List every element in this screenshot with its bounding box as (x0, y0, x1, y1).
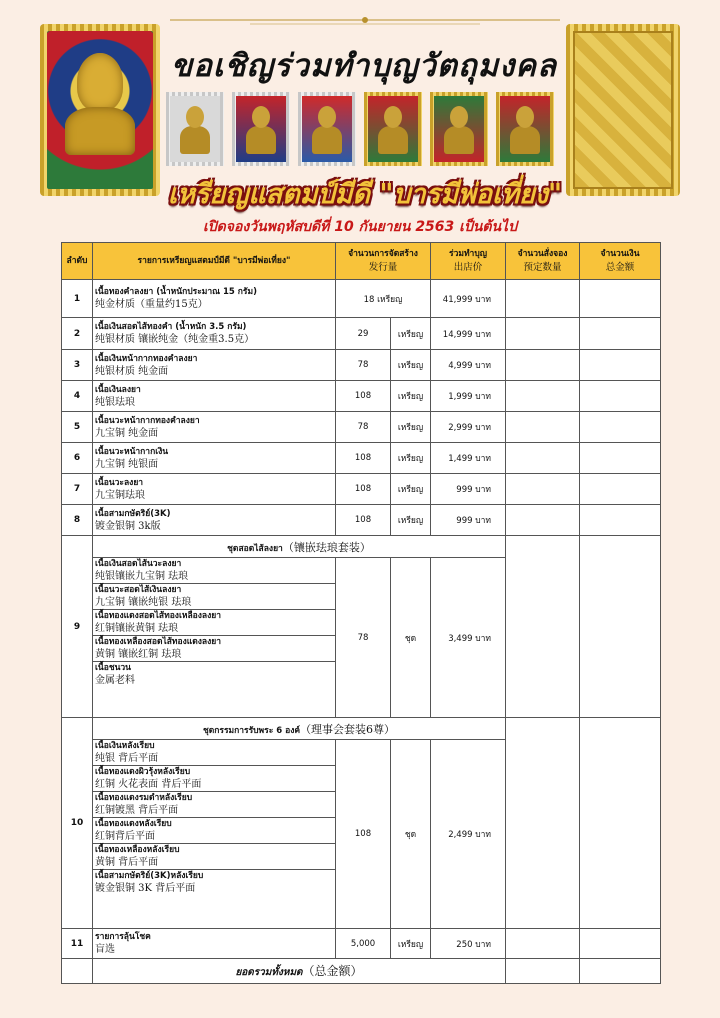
list-item: เนื้อเงินสอดไส้นวะลงยา 纯银镶嵌九宝铜 珐琅 (95, 559, 189, 582)
list-item: เนื้อเงินหลังเรียบ 纯银 背后平面 (95, 741, 159, 764)
list-item: เนื้อทองเหลืองสอดไส้ทองแดงลงยา 黄铜 镶嵌红铜 珐琅 (93, 635, 335, 661)
col-header-amount: จำนวนเงิน 总金额 (580, 243, 661, 280)
order-table (61, 242, 661, 984)
total-order-qty[interactable] (506, 959, 580, 984)
order-qty-input[interactable] (506, 381, 580, 412)
amount-input[interactable] (580, 536, 661, 718)
table-row: 11 รายการลุ้นโชค 盲选 5,000 เหรียญ 250 บาท (62, 929, 661, 959)
item-cell: เนื้อนวะหน้ากากทองคำลงยา 九宝铜 纯金面 (93, 412, 336, 443)
list-item: เนื้อทองแดงหลังเรียบ 红铜背后平面 (93, 817, 335, 843)
col-header-price: ร่วมทำบุญ 出店价 (431, 243, 506, 280)
group-title-row: 9 ชุดสอดไส้ลงยา（镶嵌珐琅套装） (62, 536, 661, 558)
header-banner (0, 0, 720, 242)
medal-name-title: เหรียญแสตมป์มีดี "บารมีพ่อเที่ยง" (167, 179, 563, 210)
gold-stamp-back-image (566, 24, 680, 196)
table-row: เนื้อเงินหลังเรียบ 纯银 背后平面 เนื้อทองแดงผิวรุ้งหลังเรียบ 红铜 火花表面 背后平面 เนื้อทองแดงรมดำหลังเรียบ 红铜镀黑 背后平面 เนื้อทองแดงหลังเรียบ 红铜背后平面 เนื้อทองเหลืองหลังเรียบ 黄铜 背后平面 เนื้อสามกษัตริย์(3K)หลังเรียบ 镀金银铜 3K 背后平面 108 ชุด 2,499 บาท (62, 740, 661, 929)
stamp-variants-strip (166, 92, 562, 166)
item-cell: เนื้อนวะหน้ากากเงิน 九宝铜 纯银面 (93, 443, 336, 474)
order-qty-input[interactable] (506, 350, 580, 381)
order-qty-input[interactable] (506, 474, 580, 505)
order-qty-input[interactable] (506, 443, 580, 474)
table-row: 3 เนื้อเงินหน้ากากทองคำลงยา 纯银材质 纯金面 78 เหรียญ 4,999 บาท (62, 350, 661, 381)
stamp-variant-copper-enamel (364, 92, 422, 166)
total-label: ยอดรวมทั้งหมด（总金额） (93, 959, 506, 984)
list-item: เนื้อชนวน 金属老料 (93, 661, 335, 687)
item-cell: เนื้อเงินลงยา 纯银珐琅 (93, 381, 336, 412)
list-item: เนื้อสามกษัตริย์(3K)หลังเรียบ 镀金银铜 3K 背后平面 (93, 869, 335, 895)
amount-input[interactable] (580, 718, 661, 929)
item-cell: เนื้อเงินสอดไส้ทองคำ (น้ำหนัก 3.5 กรัม) 纯银材质 镶嵌纯金（纯金重3.5克） (93, 318, 336, 350)
amount-input[interactable] (580, 443, 661, 474)
item-cell: เนื้อสามกษัตริย์(3K) 镀金银铜 3k版 (93, 505, 336, 536)
stamp-variant-green (430, 92, 488, 166)
group9-title: ชุดสอดไส้ลงยา（镶嵌珐琅套装） (93, 536, 506, 558)
page-title: ขอเชิญร่วมทำบุญวัตถุมงคล (171, 48, 557, 84)
total-row (62, 959, 661, 984)
table-row: 2 เนื้อเงินสอดไส้ทองคำ (น้ำหนัก 3.5 กรัม) 纯银材质 镶嵌纯金（纯金重3.5克） 29 เหรียญ 14,999 บาท (62, 318, 661, 350)
amount-input[interactable] (580, 412, 661, 443)
amount-input[interactable] (580, 505, 661, 536)
order-qty-input[interactable] (506, 505, 580, 536)
booking-date: เปิดจองวันพฤหัสบดีที่ 10 กันยายน 2563 เป็นต้นไป (203, 219, 517, 235)
order-qty-input[interactable] (506, 280, 580, 318)
group9-items (93, 558, 336, 718)
table-header-row (62, 243, 661, 280)
table-row: 6 เนื้อนวะหน้ากากเงิน 九宝铜 纯银面 108 เหรียญ 1,499 บาท (62, 443, 661, 474)
col-header-item: รายการเหรียญแสตมป์มีดี "บารมีพ่อเที่ยง" (93, 243, 336, 280)
item-cell: เนื้อเงินหน้ากากทองคำลงยา 纯银材质 纯金面 (93, 350, 336, 381)
amount-input[interactable] (580, 318, 661, 350)
stamp-variant-red-green (496, 92, 554, 166)
order-qty-input[interactable] (506, 929, 580, 959)
item-cell: เนื้อนวะลงยา 九宝铜珐琅 (93, 474, 336, 505)
col-header-qty: จำนวนการจัดสร้าง 发行量 (336, 243, 431, 280)
total-amount[interactable] (580, 959, 661, 984)
table-row: 1 เนื้อทองคำลงยา (น้ำหนักประมาณ 15 กรัม) 纯金材质（重量约15克） 18 เหรียญ 41,999 บาท (62, 280, 661, 318)
group-title-row: 10 ชุดกรรมการรับพระ 6 องค์（理事会套装6尊） (62, 718, 661, 740)
order-qty-input[interactable] (506, 718, 580, 929)
item-cell: รายการลุ้นโชค 盲选 (93, 929, 336, 959)
group10-title: ชุดกรรมการรับพระ 6 องค์（理事会套装6尊） (93, 718, 506, 740)
list-item: เนื้อทองแดงผิวรุ้งหลังเรียบ 红铜 火花表面 背后平面 (93, 765, 335, 791)
amount-input[interactable] (580, 474, 661, 505)
col-header-no: ลำดับ (62, 243, 93, 280)
amount-input[interactable] (580, 280, 661, 318)
stamp-variant-blue-red (232, 92, 290, 166)
amount-input[interactable] (580, 350, 661, 381)
list-item: เนื้อนวะสอดไส้เงินลงยา 九宝铜 镶嵌纯银 珐琅 (93, 583, 335, 609)
order-qty-input[interactable] (506, 318, 580, 350)
list-item: เนื้อทองแดงรมดำหลังเรียบ 红铜镀黑 背后平面 (93, 791, 335, 817)
table-row: เนื้อเงินสอดไส้นวะลงยา 纯银镶嵌九宝铜 珐琅 เนื้อนวะสอดไส้เงินลงยา 九宝铜 镶嵌纯银 珐琅 เนื้อทองแดงสอดไส้ทองเหลืองลงยา 红铜镶嵌黄铜 珐琅 เนื้อทองเหลืองสอดไส้ทองแดงลงยา 黄铜 镶嵌红铜 珐琅 เนื้อชนวน 金属老料 78 ชุด 3,499 บาท (62, 558, 661, 718)
table-row: 8 เนื้อสามกษัตริย์(3K) 镀金银铜 3k版 108 เหรียญ 999 บาท (62, 505, 661, 536)
group10-items (93, 740, 336, 929)
list-item: เนื้อทองเหลืองหลังเรียบ 黄铜 背后平面 (93, 843, 335, 869)
list-item: เนื้อทองแดงสอดไส้ทองเหลืองลงยา 红铜镶嵌黄铜 珐琅 (93, 609, 335, 635)
table-row: 7 เนื้อนวะลงยา 九宝铜珐琅 108 เหรียญ 999 บาท (62, 474, 661, 505)
item-cell: เนื้อทองคำลงยา (น้ำหนักประมาณ 15 กรัม) 纯金材质（重量约15克） (93, 280, 336, 318)
order-qty-input[interactable] (506, 536, 580, 718)
amount-input[interactable] (580, 929, 661, 959)
stamp-variant-silver-enamel (298, 92, 356, 166)
col-header-order: จำนวนสั่งจอง 预定数量 (506, 243, 580, 280)
stamp-variant-silver (166, 92, 224, 166)
table-row: 5 เนื้อนวะหน้ากากทองคำลงยา 九宝铜 纯金面 78 เหรียญ 2,999 บาท (62, 412, 661, 443)
order-qty-input[interactable] (506, 412, 580, 443)
gold-stamp-medal-image (40, 24, 160, 196)
table-row: 4 เนื้อเงินลงยา 纯银珐琅 108 เหรียญ 1,999 บาท (62, 381, 661, 412)
amount-input[interactable] (580, 381, 661, 412)
